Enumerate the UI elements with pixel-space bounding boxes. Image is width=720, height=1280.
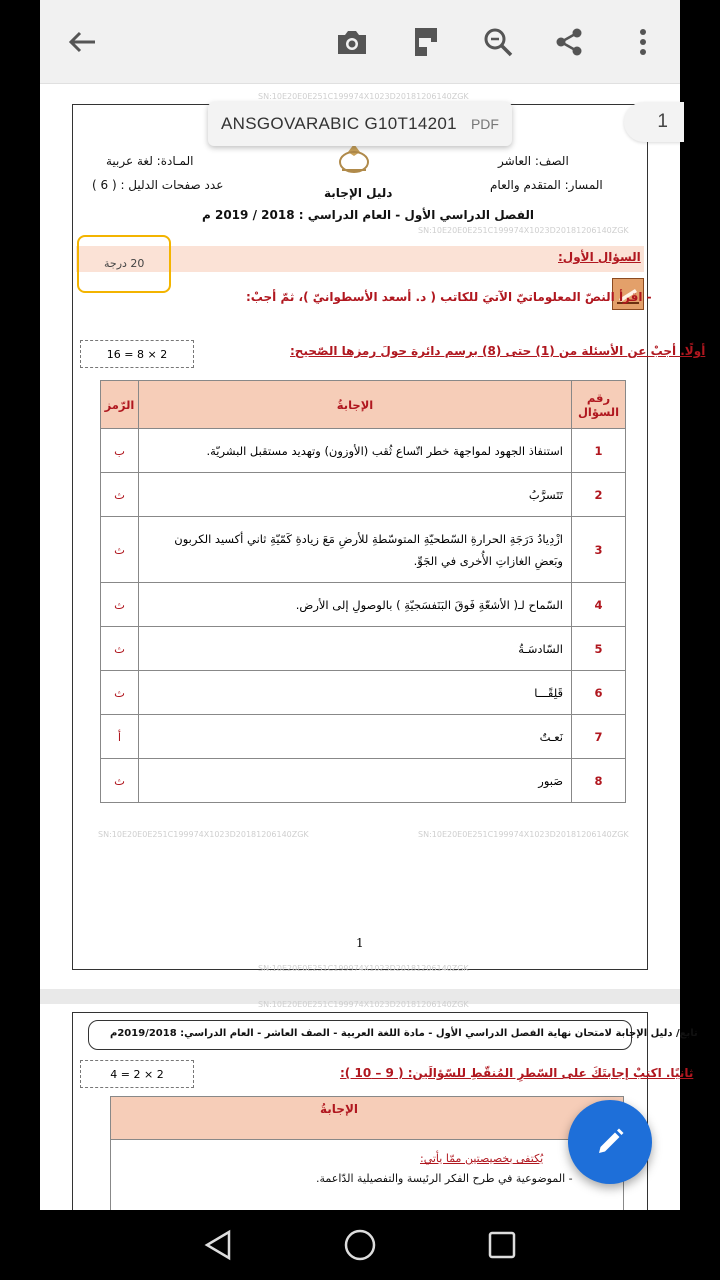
table-row [101,627,626,671]
question-number: 7 [572,715,626,759]
table-row [101,583,626,627]
column-header-symbol: الرّمز [101,381,139,429]
emblem-logo [334,142,374,176]
table-row [101,759,626,803]
part-1-heading: أولًا. أجبْ عن الأسئلة من (1) حتى (8) برسم دائرة حولَ رمزها الصّحيح: [290,344,706,358]
document-viewport[interactable] [40,84,706,1210]
table-row [101,429,626,473]
column-header-answer: الإجابةُ [139,381,572,429]
nav-back-icon[interactable] [198,1228,238,1262]
nav-home-icon[interactable] [340,1228,380,1262]
page-footer-number: 1 [356,936,364,950]
nav-recents-icon[interactable] [482,1228,522,1262]
question-number: 4 [572,583,626,627]
guide-title: دليل الإجابة [324,186,393,200]
serial-watermark: SN:10E20E0E251C199974X1023D20181206140ZGK [418,830,629,839]
more-vert-icon[interactable] [623,22,663,62]
score-box-label: 20 درجة [104,257,145,270]
back-icon[interactable] [62,22,102,62]
serial-watermark: SN:10E20E0E251C199974X1023D20181206140ZGK [98,830,309,839]
file-extension: PDF [470,116,499,132]
table-row [101,671,626,715]
search-icon[interactable] [478,22,518,62]
page-indicator[interactable]: 1 [624,102,684,142]
question-number: 6 [572,671,626,715]
answer-table [100,380,626,803]
table-header-row [101,381,626,429]
part-score-box: 4 = 2 × 2 [80,1060,194,1088]
question-number: 2 [572,473,626,517]
pages-count-label: عدد صفحات الدليل : ( 6 ) [92,178,224,192]
track-label: المسار: المتقدم والعام [490,178,603,192]
question-number: 3 [572,517,626,583]
pdf-viewer-app [40,0,706,1210]
part-score-box: 16 = 8 × 2 [80,340,194,368]
part-2-heading: ثانيًا. اكتبْ إجابتَكَ على السّطرِ المُنقّطِ للسّؤالَين: ( 9 – 10 ): [340,1066,694,1080]
bullet-item: - الموضوعية في طرح الفكر الرئيسة والتفصيلية الدّاعمة. [316,1172,573,1185]
column-header-number: رقم السؤال [572,381,626,429]
answer-text: نَعـتٌ [139,715,572,759]
pdf-page-1 [40,84,706,989]
answer-text: السّادسَـةُ [139,627,572,671]
edit-button[interactable] [568,1100,652,1184]
file-name: ANSGOVARABIC G10T14201 [221,114,457,133]
edit-pencil-icon [594,1126,626,1158]
serial-watermark: SN:10E20E0E251C199974X1023D20181206140ZGK [258,1000,469,1009]
top-toolbar [40,0,680,84]
system-navigation-bar [0,1210,720,1280]
grade-label: الصف: العاشر [498,154,569,168]
share-icon[interactable] [549,22,589,62]
term-line: الفصل الدراسي الأول - العام الدراسي : 2018 / 2019 م [202,208,535,222]
question-number: 1 [572,429,626,473]
document-icon[interactable] [406,22,446,62]
answer-symbol: ث [101,759,139,803]
answer-header-cell [110,1096,624,1140]
serial-watermark: SN:10E20E0E251C199974X1023D20181206140ZGK [258,964,469,973]
answer-symbol: ث [101,473,139,517]
answer-column-header: الإجابةُ [320,1102,358,1116]
serial-watermark: SN:10E20E0E251C199974X1023D20181206140ZGK [258,92,469,101]
question-number: 5 [572,627,626,671]
bullet-heading: يُكتفى بخصيصتين ممّا يأتي: [420,1152,544,1165]
serial-watermark: SN:10E20E0E251C199974X1023D20181206140ZGK [418,226,629,235]
answer-text: قَلِقًـــا [139,671,572,715]
answer-text: السّماح لـ( الأشعّةِ فَوقَ البَنَفسَجيّةِ ) بالوصولِ إلى الأرض. [139,583,572,627]
answer-symbol: أ [101,715,139,759]
question-number: 8 [572,759,626,803]
instruction-text: - اقرأ النصّ المعلوماتيّ الآتيَ للكاتب ( د. أسعد الأسطوانيّ )، ثمّ أجبْ: [246,290,652,304]
camera-icon[interactable] [332,22,372,62]
subject-label: المـادة: لغة عربية [106,154,194,168]
answer-symbol: ث [101,671,139,715]
table-row [101,517,626,583]
page-2-header: تابع/ دليل الإجابة لامتحان نهاية الفصل الدراسي الأول - مادة اللغة العربية - الصف العاشر - العام الدراسي: 2019/2018م [110,1028,698,1039]
file-name-chip[interactable] [208,102,512,146]
question-1-heading: السؤال الأول: [558,250,641,264]
answer-text: صَبور [139,759,572,803]
answer-symbol: ث [101,517,139,583]
answer-text: تَتَسرَّبُ [139,473,572,517]
answer-text: استنفاذ الجهود لمواجهة خطر اتّساع ثُقب (الأوزون) وتهديد مستقبل البشريّة. [139,429,572,473]
answer-symbol: ث [101,583,139,627]
answer-symbol: ث [101,627,139,671]
table-row [101,715,626,759]
answer-text: ازْدِيادُ دَرَجَةِ الحرارةِ السّطحيّةِ المتوسّطةِ للأرضِ مَعَ زيادةِ كَمّيّةِ ثاني أكسيد الكربون وبَعضِ الغازاتِ الأُخرى في الجَوِّ. [139,517,572,583]
table-row [101,473,626,517]
answer-symbol: ب [101,429,139,473]
